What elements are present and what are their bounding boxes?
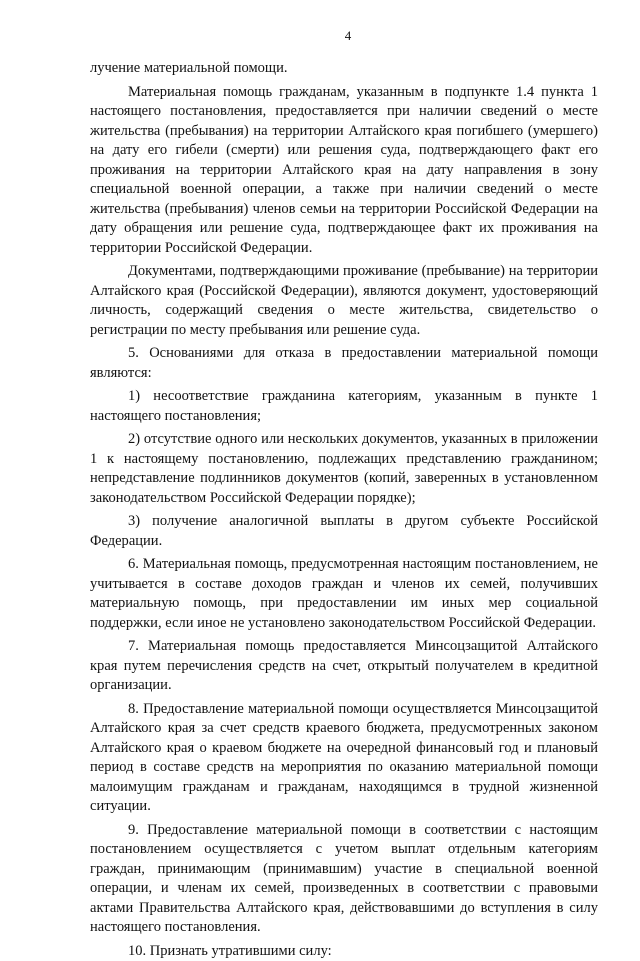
paragraph-continuation: лучение материальной помощи. — [90, 59, 598, 79]
paragraph-item-9: 9. Предоставление материальной помощи в соответствии с настоящим постановлением осуществляется с учетом выплат отдельным категориям граждан, принимающим (принимавшим) участие в специальной военной операции, и членам их семей, произведенных в соответствии с правовыми актами Правительства Алтайского края, действовавшими до вступления в силу настоящего постановления. — [90, 821, 598, 938]
paragraph-residence-documents: Документами, подтверждающими проживание (пребывание) на территории Алтайского края (Российской Федерации), являются документ, удостоверяющий личность, содержащий сведения о месте жительства, свидетельство о регистрации по месту пребывания или решение суда. — [90, 262, 598, 340]
list-item-refusal-3: 3) получение аналогичной выплаты в другом субъекте Российской Федерации. — [90, 512, 598, 551]
document-body — [90, 59, 598, 961]
paragraph-item-10: 10. Признать утратившими силу: — [90, 942, 598, 961]
list-item-refusal-1: 1) несоответствие гражданина категориям, указанным в пункте 1 настоящего постановления; — [90, 387, 598, 426]
paragraph-item-6: 6. Материальная помощь, предусмотренная настоящим постановлением, не учитывается в составе доходов граждан и членов их семей, получивших материальную помощь, при предоставлении им иных мер социальной поддержки, если иное не установлено законодательством Российской Федерации. — [90, 555, 598, 633]
paragraph-refusal-grounds: 5. Основаниями для отказа в предоставлении материальной помощи являются: — [90, 344, 598, 383]
paragraph-residence-requirement: Материальная помощь гражданам, указанным в подпункте 1.4 пункта 1 настоящего постановления, предоставляется при наличии сведений о месте жительства (пребывания) на территории Алтайского края погибшего (умершего) на дату его гибели (смерти) или решения суда, подтверждающего факт его проживания на территории Алтайского края на дату направления в зону специальной военной операции, а также при наличии сведений о месте жительства (пребывания) членов семьи на территории Российской Федерации на дату обращения или решение суда, подтверждающее факт их проживания на территории Российской Федерации. — [90, 83, 598, 259]
paragraph-item-7: 7. Материальная помощь предоставляется Минсоцзащитой Алтайского края путем перечисления средств на счет, открытый получателем в кредитной организации. — [90, 637, 598, 696]
list-item-refusal-2: 2) отсутствие одного или нескольких документов, указанных в приложении 1 к настоящему постановлению, подлежащих представлению гражданином; непредставление подлинников документов (копий, заверенных в установленном законодательством Российской Федерации порядке); — [90, 430, 598, 508]
page-number: 4 — [90, 28, 598, 44]
paragraph-item-8: 8. Предоставление материальной помощи осуществляется Минсоцзащитой Алтайского края за счет средств краевого бюджета, предусмотренных законом Алтайского края о краевом бюджете на очередной финансовый год и плановый период в составе средств на мероприятия по оказанию материальной помощи малоимущим гражданам и гражданам, находящимся в трудной жизненной ситуации. — [90, 700, 598, 817]
